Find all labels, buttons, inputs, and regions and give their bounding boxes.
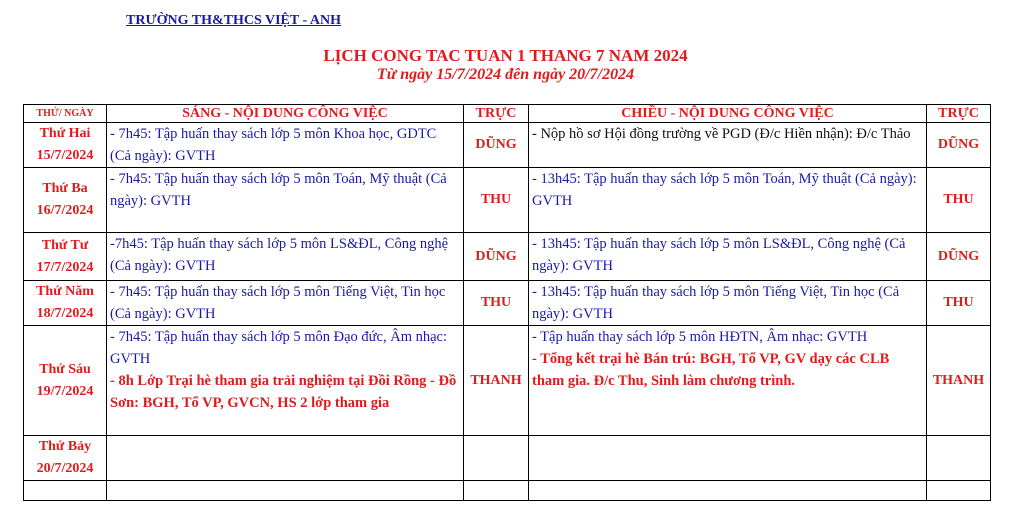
duty-am-cell	[464, 436, 529, 481]
day-name: Thứ Bảy	[38, 439, 92, 454]
afternoon-cell	[529, 233, 927, 281]
duty-pm-cell: THU	[927, 168, 991, 233]
table-row	[24, 123, 991, 168]
empty-cell	[927, 481, 991, 501]
table-row-empty	[24, 481, 991, 501]
morning-highlight-task: - 8h Lớp Trại hè tham gia trải nghiệm tại Đồi Rồng - Đồ Sơn: BGH, Tổ VP, GVCN, HS 2 lớp tham gia	[110, 373, 457, 411]
day-date: 15/7/2024	[36, 148, 94, 163]
afternoon-cell	[529, 123, 927, 168]
afternoon-cell	[529, 326, 927, 436]
afternoon-task: - 13h45: Tập huấn thay sách lớp 5 môn LS&ĐL, Công nghệ (Cả ngày): GVTH	[532, 236, 906, 274]
day-name: Thứ Tư	[41, 237, 89, 253]
column-header-morning: SÁNG - NỘI DUNG CÔNG VIỆC	[107, 105, 464, 123]
duty-am-cell: THANH	[464, 326, 529, 436]
empty-cell	[529, 481, 927, 501]
empty-cell	[107, 481, 464, 501]
table-row	[24, 436, 991, 481]
day-name: Thứ Ba	[42, 181, 88, 196]
schedule-date-range: Từ ngày 15/7/2024 đên ngày 20/7/2024	[376, 66, 635, 83]
afternoon-cell	[529, 168, 927, 233]
empty-cell	[24, 481, 107, 501]
morning-cell	[107, 233, 464, 281]
morning-cell	[107, 123, 464, 168]
table-header-row	[24, 105, 991, 123]
column-header-duty-pm: TRỰC	[927, 105, 991, 123]
table-row	[24, 326, 991, 436]
duty-pm-cell: DŨNG	[927, 123, 991, 168]
duty-am-cell: DŨNG	[464, 233, 529, 281]
day-name: Thứ Hai	[39, 126, 91, 141]
duty-pm-cell: DŨNG	[927, 233, 991, 281]
schedule-table	[23, 104, 991, 501]
afternoon-task: - 13h45: Tập huấn thay sách lớp 5 môn Tiếng Việt, Tin học (Cả ngày): GVTH	[532, 284, 900, 322]
morning-task: - 7h45: Tập huấn thay sách lớp 5 môn Khoa học, GDTC (Cả ngày): GVTH	[110, 126, 437, 164]
day-date: 16/7/2024	[36, 203, 94, 218]
morning-cell	[107, 436, 464, 481]
schedule-title: LỊCH CONG TAC TUAN 1 THANG 7 NAM 2024	[323, 46, 688, 65]
column-header-day: THỨ/ NGÀY	[24, 105, 107, 123]
duty-am-cell: THU	[464, 168, 529, 233]
day-date: 19/7/2024	[36, 383, 94, 399]
duty-pm-cell: THU	[927, 281, 991, 326]
day-cell	[24, 233, 107, 281]
table-row	[24, 281, 991, 326]
day-cell	[24, 436, 107, 481]
afternoon-highlight-task: - Tổng kết trại hè Bán trú: BGH, Tổ VP, GV dạy các CLB tham gia. Đ/c Thu, Sinh làm chương trình.	[532, 351, 890, 389]
day-cell	[24, 168, 107, 233]
table-row	[24, 168, 991, 233]
duty-pm-cell: THANH	[927, 326, 991, 436]
day-cell	[24, 123, 107, 168]
duty-am-cell: DŨNG	[464, 123, 529, 168]
day-name: Thứ Sáu	[39, 361, 91, 377]
morning-task: - 7h45: Tập huấn thay sách lớp 5 môn Đạo đức, Âm nhạc: GVTH	[110, 329, 448, 367]
afternoon-cell	[529, 281, 927, 326]
day-name: Thứ Năm	[36, 284, 94, 299]
duty-pm-cell	[927, 436, 991, 481]
afternoon-task: - Tập huấn thay sách lớp 5 môn HĐTN, Âm nhạc: GVTH	[532, 329, 868, 345]
afternoon-cell	[529, 436, 927, 481]
day-date: 17/7/2024	[36, 259, 94, 275]
table-row	[24, 233, 991, 281]
day-cell	[24, 281, 107, 326]
duty-am-cell: THU	[464, 281, 529, 326]
school-name: TRƯỜNG TH&THCS VIỆT - ANH	[126, 13, 341, 28]
day-cell	[24, 326, 107, 436]
empty-cell	[464, 481, 529, 501]
morning-cell	[107, 168, 464, 233]
day-date: 20/7/2024	[36, 461, 94, 476]
morning-task: - 7h45: Tập huấn thay sách lớp 5 môn Tiếng Việt, Tin học (Cả ngày): GVTH	[110, 284, 446, 322]
afternoon-task: - 13h45: Tập huấn thay sách lớp 5 môn Toán, Mỹ thuật (Cả ngày): GVTH	[532, 171, 917, 209]
column-header-afternoon: CHIỀU - NỘI DUNG CÔNG VIỆC	[529, 105, 927, 123]
column-header-duty-am: TRỰC	[464, 105, 529, 123]
morning-cell	[107, 326, 464, 436]
day-date: 18/7/2024	[36, 306, 94, 321]
afternoon-task: - Nộp hồ sơ Hội đồng trường về PGD (Đ/c Hiền nhận): Đ/c Thảo	[532, 126, 911, 142]
morning-task: -7h45: Tập huấn thay sách lớp 5 môn LS&ĐL, Công nghệ (Cả ngày): GVTH	[110, 236, 449, 274]
morning-cell	[107, 281, 464, 326]
morning-task: - 7h45: Tập huấn thay sách lớp 5 môn Toán, Mỹ thuật (Cả ngày): GVTH	[110, 171, 447, 209]
